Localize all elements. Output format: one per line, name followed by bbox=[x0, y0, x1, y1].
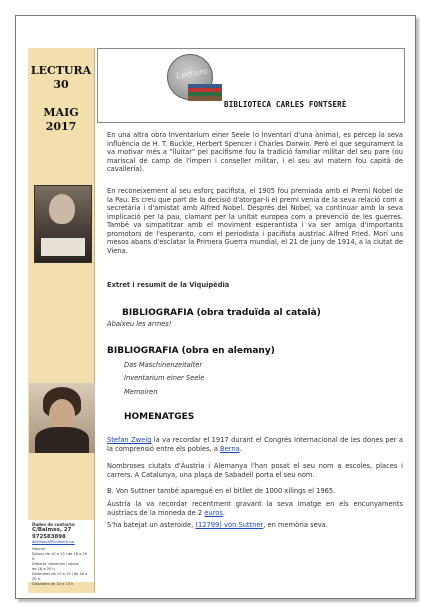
paragraph-nobel: En reconeixement al seu esforç pacifista, el 1905 fou premiada amb el Premi Nobel de la Pau. Es creu que part de la decisió d'atorgar-li el premi venia de la seva relació com a secretària i d'amistat amb Alfred Nobel. Després del Nobel, va continuar amb la seva implicació per la pau, clamant per la unitat europea com a prevenció de les guerres. També va simpatitzar amb el moviment esperantista i va ser amiga d'importants promotors de l'esperanto, com el periodista i pacifista austríac Alfred Fried. Morí uns mesos abans d'esclatar la Primera Guerra mundial, el 21 de juny de 1914, a la ciutat de Viena. bbox=[107, 187, 403, 255]
tribute-text: la va recordar el 1917 durant el Congrés Internacional de les dones per a la comprensió entre els pobles, a bbox=[107, 436, 404, 453]
bibliography-german-title: BIBLIOGRAFIA (obra en alemany) bbox=[107, 346, 275, 356]
book-title: Das Maschinenzeitalter bbox=[124, 361, 203, 369]
berna-link[interactable]: Berna bbox=[220, 444, 240, 453]
author-portrait bbox=[29, 383, 95, 453]
stefan-zweig-link[interactable]: Stefan Zweig bbox=[107, 436, 152, 444]
bibliography-catalan-title: BIBLIOGRAFIA (obra traduïda al català) bbox=[122, 308, 321, 318]
contact-heading: Dades de contacte: bbox=[32, 522, 76, 527]
hours-title: Horaris bbox=[32, 547, 45, 551]
contact-phone: 972583898 bbox=[32, 533, 66, 540]
tribute-banknote: B. Von Suttner també aparegué en el bitllet de 1000 xílings el 1965. bbox=[107, 487, 336, 495]
homenatges-title: HOMENATGES bbox=[124, 412, 195, 422]
tribute-end: . bbox=[222, 508, 225, 517]
issue-number: 30 bbox=[53, 78, 69, 91]
source-note: Extret i resumit de la Viquipèdia bbox=[107, 281, 230, 289]
asteroid-link[interactable]: (12799) von Suttner bbox=[195, 521, 264, 529]
book-title: Inventarium einer Seele bbox=[124, 374, 205, 382]
library-name: BIBLIOTECA CARLES FONTSERÈ bbox=[224, 100, 347, 109]
issue-year: 2017 bbox=[45, 120, 77, 133]
issue-month: MAIG bbox=[43, 106, 79, 119]
book-cover-photo bbox=[34, 185, 92, 263]
paragraph-influences: En una altra obra Inventarium einer Seele (o Inventari d'una ànima), es percep la seva influència de H. T. Buckle, Herbert Spencer i Charles Darwin. Però el que segurament la va motivar més a "lluitar" pel pacifisme fou la tradició familiar militar del seu pare (ou mariscal de camp de l'imperi i conseller militar, i el seu avi matern fou capità de cavalleria). bbox=[107, 131, 403, 173]
contact-email[interactable]: biblioteca@fontsere.cat bbox=[32, 540, 75, 544]
tribute-asteroid bbox=[107, 521, 403, 530]
hours-line: Dissabtes de 10 a 13 h. bbox=[32, 582, 75, 586]
contact-street: C/Balmes, 27 bbox=[32, 527, 72, 533]
hours-line: Dilluns de 10 a 13 i de 16 a 20 h. bbox=[32, 552, 88, 561]
hours-line: Divendres de 10 a 13 i de 16 a 20 h. bbox=[32, 572, 88, 581]
tribute-cities: Nombroses ciutats d'Àustria i Alemanya l'han posat el seu nom a escoles, places i carrers. A Catalunya, una plaça de Sabadell porta el seu nom. bbox=[107, 462, 403, 479]
issue-label: LECTURA bbox=[30, 64, 92, 77]
contact-box bbox=[28, 520, 94, 586]
euros-link[interactable]: euros bbox=[204, 508, 223, 517]
tribute-end: , en memòria seva. bbox=[263, 521, 328, 529]
book-title: Memoiren bbox=[124, 388, 158, 396]
logo-text: Lectura bbox=[175, 66, 209, 81]
book-title: Abaixeu les armes! bbox=[107, 320, 172, 328]
header-box bbox=[97, 48, 405, 123]
books-icon bbox=[188, 84, 222, 101]
tribute-text: Àustria la va recordar recentment gravant la seva imatge en els encunyaments austríacs de la moneda de 2 bbox=[107, 500, 403, 517]
hours-line: Dimarts, dimecres i dijous bbox=[32, 562, 79, 566]
tribute-end: . bbox=[239, 444, 242, 453]
tribute-coin bbox=[107, 500, 403, 517]
tribute-text: S'ha batejat un asteroide, bbox=[107, 521, 196, 529]
hours-line: de 16 a 20 h. bbox=[32, 567, 56, 571]
tribute-zweig bbox=[107, 436, 403, 453]
